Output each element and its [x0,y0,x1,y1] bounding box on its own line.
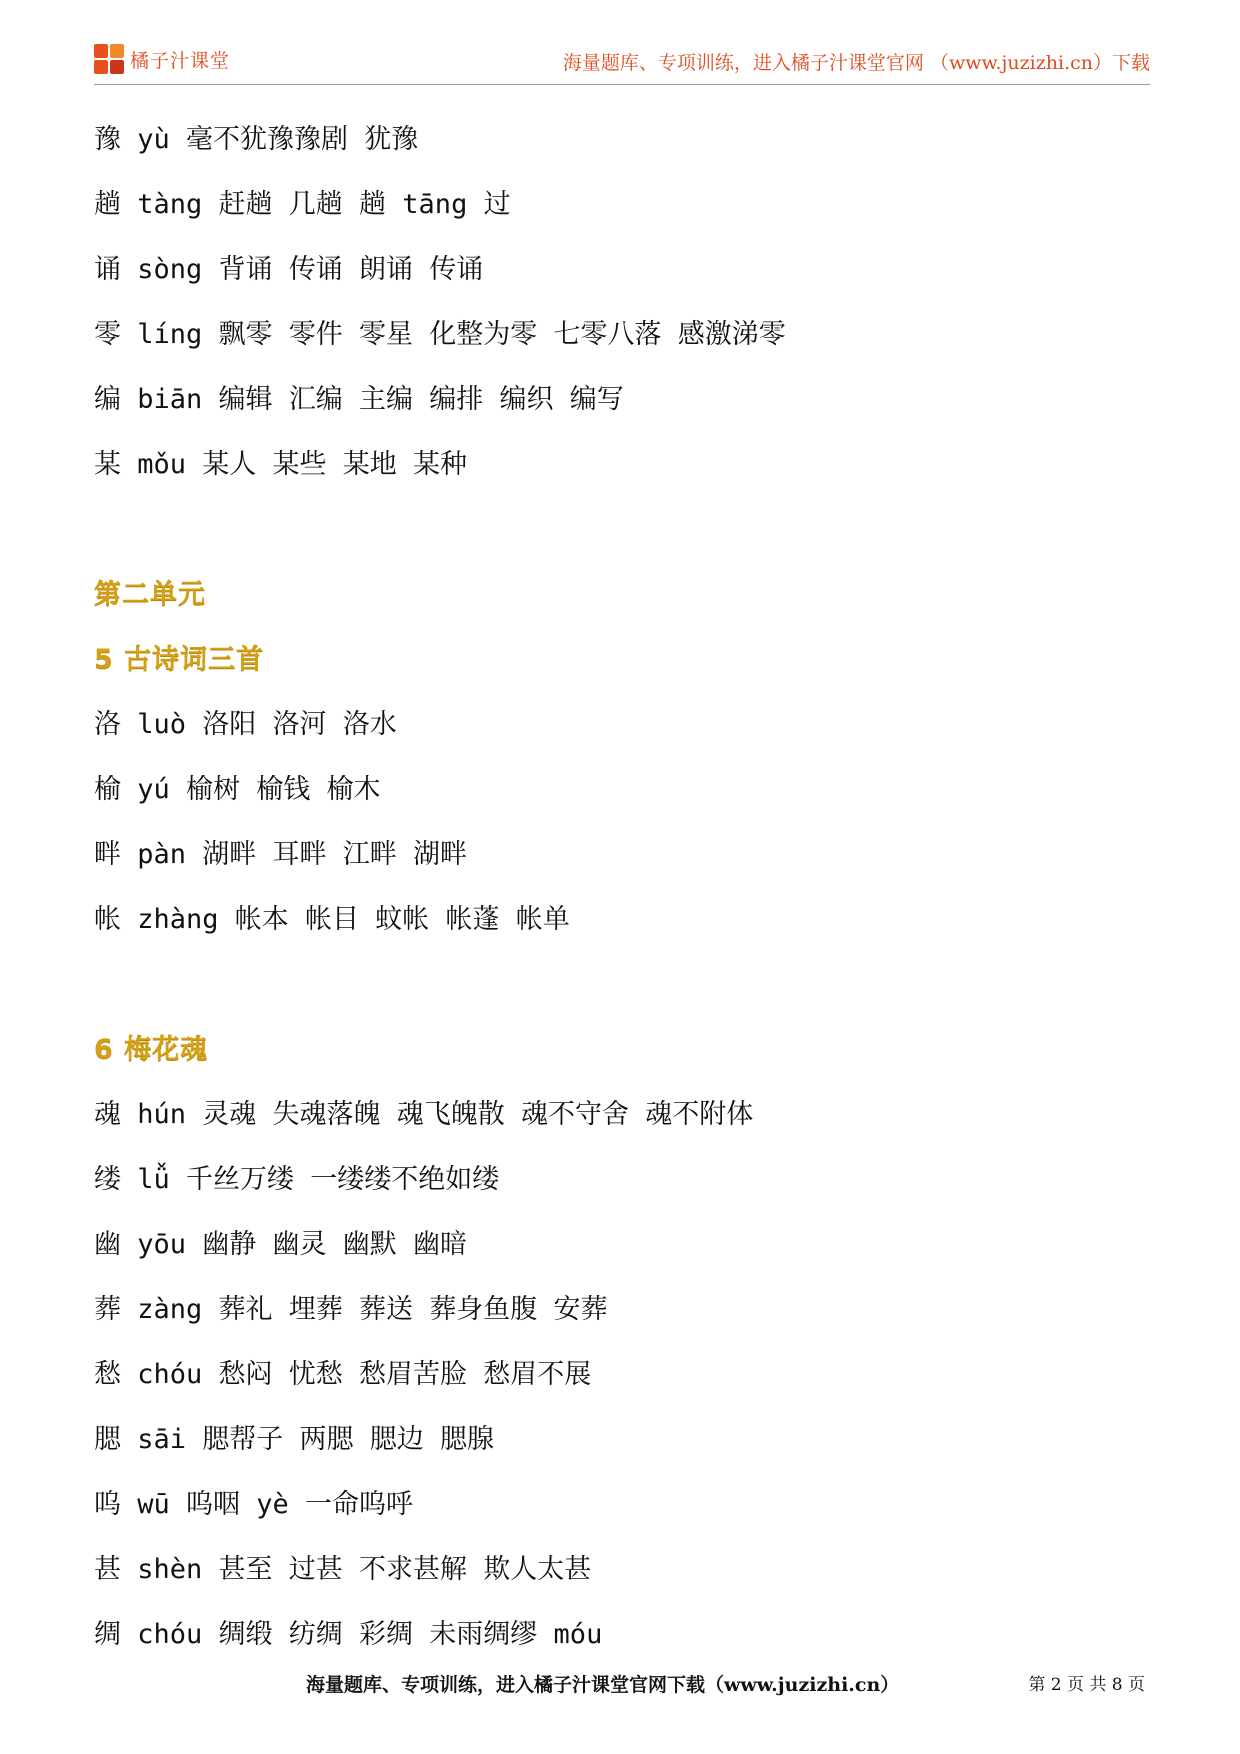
logo-mark-icon [94,44,124,74]
vocab-row: 呜 wū 呜咽 yè 一命呜呼 [94,1489,414,1520]
vocab-row: 洛 luò 洛阳 洛河 洛水 [94,709,397,740]
vocab-row: 畔 pàn 湖畔 耳畔 江畔 湖畔 [94,839,468,870]
vocab-row: 榆 yú 榆树 榆钱 榆木 [94,774,381,805]
vocab-row: 绸 chóu 绸缎 纺绸 彩绸 未雨绸缪 móu [94,1619,603,1650]
header-slogan: 海量题库、专项训练，进入橘子汁课堂官网 （www.juzizhi.cn）下载 [562,52,1150,74]
vocab-row: 愁 chóu 愁闷 忧愁 愁眉苦脸 愁眉不展 [94,1359,592,1390]
unit-heading: 第二单元 [94,579,206,610]
vocab-row: 甚 shèn 甚至 过甚 不求甚解 欺人太甚 [94,1554,592,1585]
logo-text: 橘子汁课堂 [130,49,231,72]
spacer [94,952,1154,1017]
vocab-row: 零 líng 飘零 零件 零星 化整为零 七零八落 感激涕零 [94,319,786,350]
vocab-row: 豫 yù 毫不犹豫豫剧 犹豫 [94,124,419,155]
vocab-row: 魂 hún 灵魂 失魂落魄 魂飞魄散 魂不守舍 魂不附体 [94,1099,754,1130]
vocab-row: 葬 zàng 葬礼 埋葬 葬送 葬身鱼腹 安葬 [94,1294,608,1325]
vocab-row: 腮 sāi 腮帮子 两腮 腮边 腮腺 [94,1424,495,1455]
vocab-row: 编 biān 编辑 汇编 主编 编排 编织 编写 [94,384,624,415]
lesson-heading: 5 古诗词三首 [94,644,265,675]
footer-text: 海量题库、专项训练，进入橘子汁课堂官网下载（www.juzizhi.cn） [306,1674,900,1696]
vocab-row: 某 mǒu 某人 某些 某地 某种 [94,449,468,480]
page-header [94,38,1150,85]
vocab-row: 诵 sòng 背诵 传诵 朗诵 传诵 [94,254,484,285]
spacer [94,497,1154,562]
page-footer [0,1662,1240,1702]
site-logo[interactable] [94,44,230,74]
vocab-row: 幽 yōu 幽静 幽灵 幽默 幽暗 [94,1229,468,1260]
vocab-row: 缕 lǚ 千丝万缕 一缕缕不绝如缕 [94,1164,500,1195]
page-number: 第 2 页 共 8 页 [1028,1675,1145,1695]
lesson-heading: 6 梅花魂 [94,1034,209,1065]
vocab-row: 帐 zhàng 帐本 帐目 蚊帐 帐蓬 帐单 [94,904,570,935]
vocab-row: 趟 tàng 赶趟 几趟 趟 tāng 过 [94,189,511,220]
vocab-content [94,107,1154,1667]
